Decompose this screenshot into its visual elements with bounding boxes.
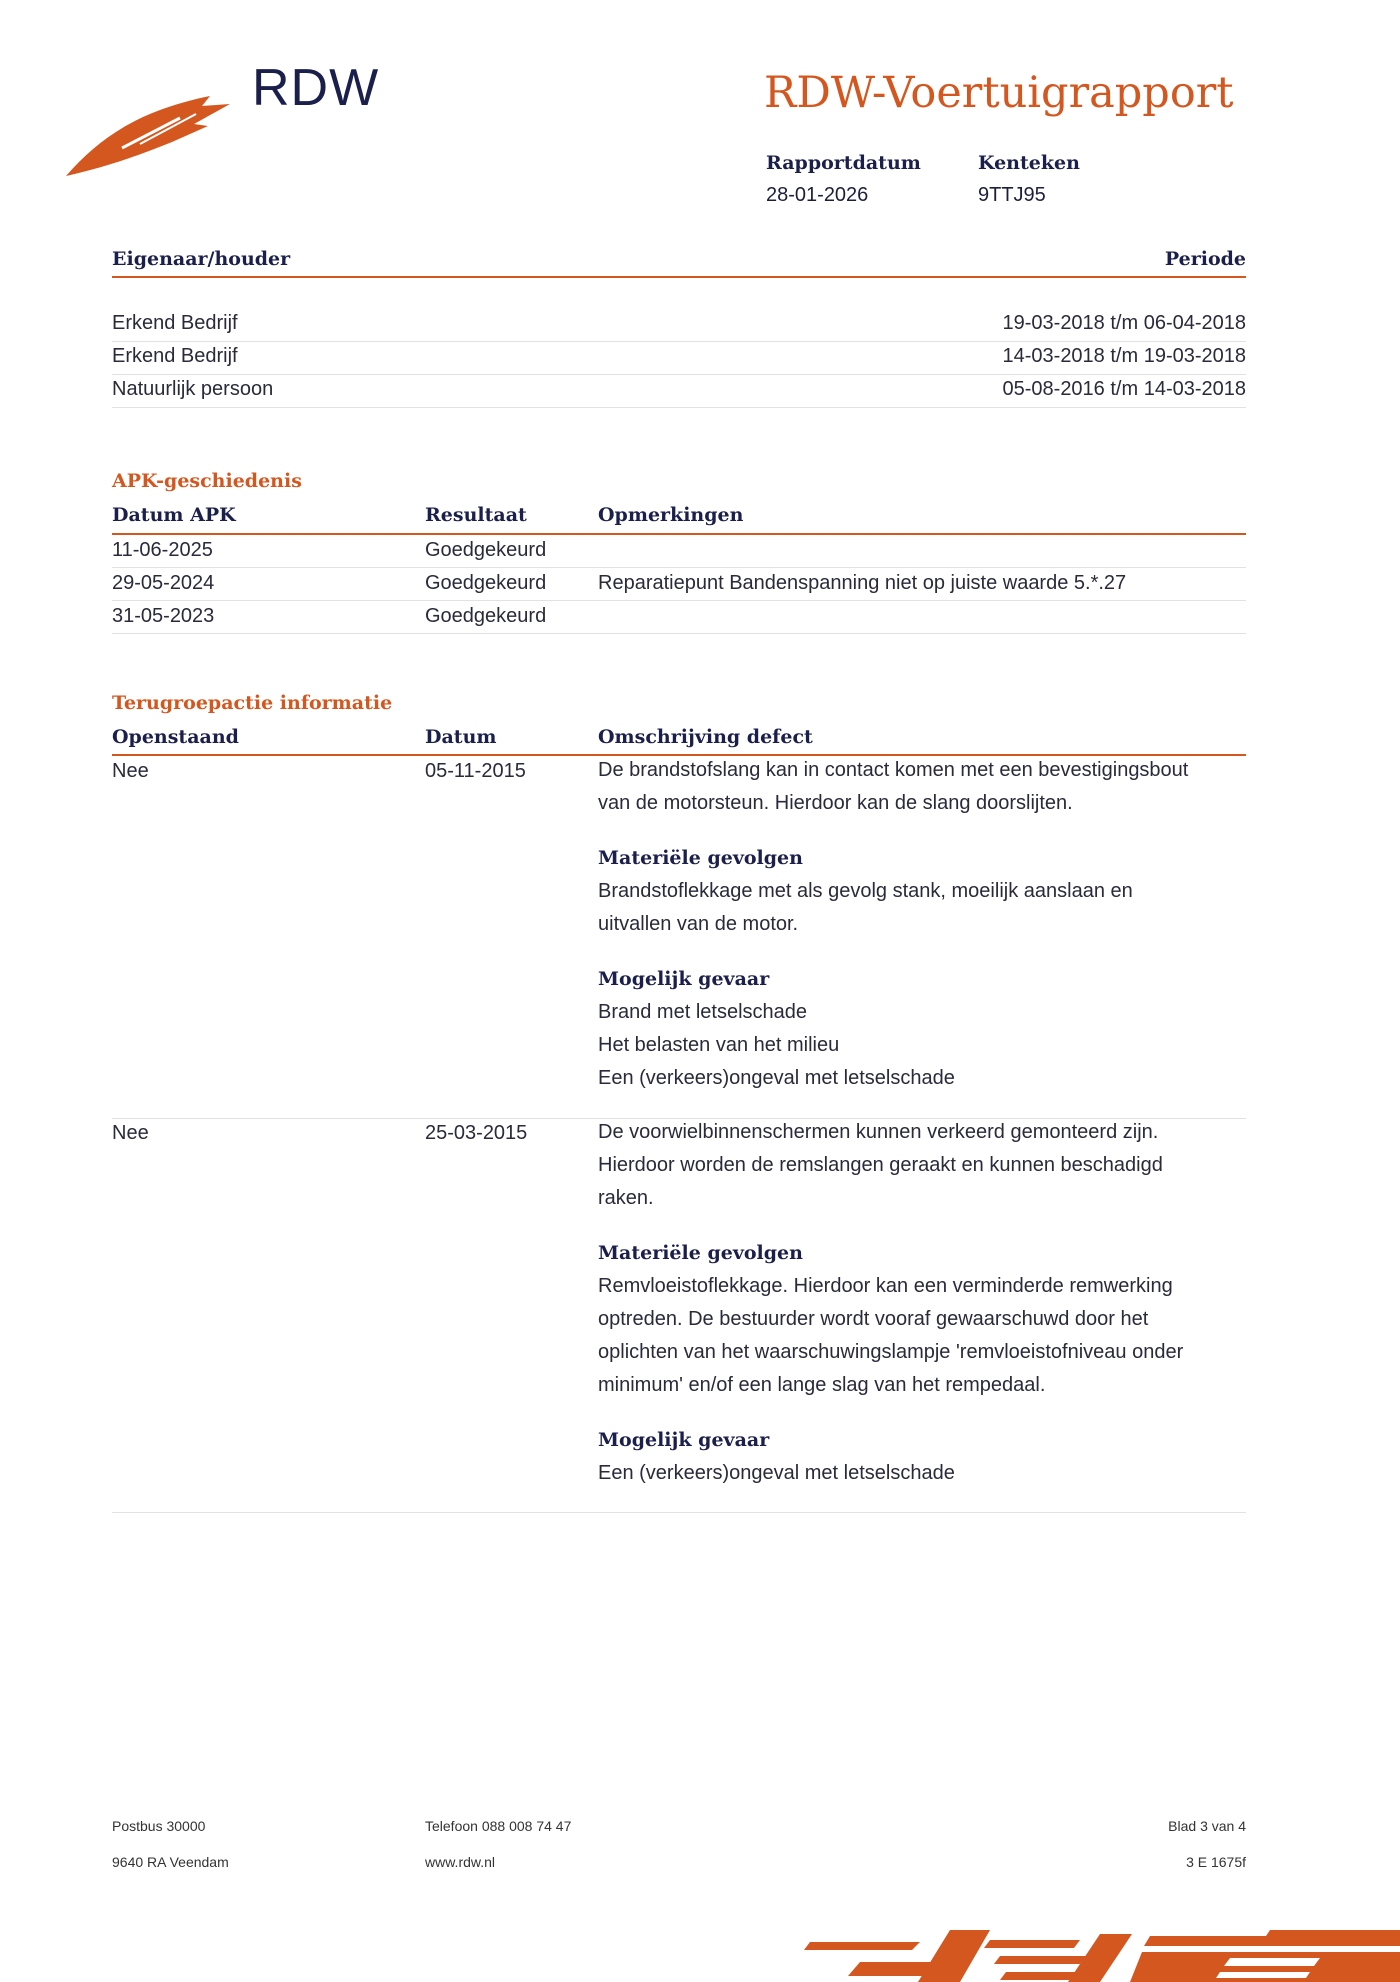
consequences-heading: Materiële gevolgen [598,847,803,869]
recall-section-title: Terugroepactie informatie [112,692,393,714]
danger-line: Brand met letselschade [598,1001,808,1023]
apk-row-result: Goedgekeurd [425,572,547,594]
footer-page-number: Blad 3 van 4 [1168,1818,1246,1834]
report-date-value: 28-01-2026 [766,184,869,206]
apk-header-rule [112,533,1246,535]
danger-line: Een (verkeers)ongeval met letselschade [598,1462,955,1484]
owners-col-period: Periode [1164,248,1246,270]
consequence-line: optreden. De bestuurder wordt vooraf gewaarschuwd door het [598,1308,1149,1330]
row-divider [112,567,1246,568]
footer-document-code: 3 E 1675f [1186,1854,1246,1870]
plate-value: 9TTJ95 [978,184,1046,206]
rdw-logo-icon [62,88,237,180]
recall-col-open: Openstaand [112,726,239,748]
plate-label: Kenteken [978,152,1080,174]
consequence-line: minimum' en/of een lange slag van het rempedaal. [598,1374,1046,1396]
apk-col-remarks: Opmerkingen [598,504,744,526]
row-divider [112,341,1246,342]
page-title: RDW-Voertuigrapport [764,68,1234,118]
desc-line: Hierdoor worden de remslangen geraakt en kunnen beschadigd [598,1154,1163,1176]
desc-line: van de motorsteun. Hierdoor kan de slang doorslijten. [598,792,1073,814]
footer-address-1: Postbus 30000 [112,1818,206,1834]
apk-section-title: APK-geschiedenis [112,470,302,492]
apk-row-result: Goedgekeurd [425,605,547,627]
decorative-stripes-icon [800,1922,1400,1982]
row-divider [112,600,1246,601]
footer-web-link[interactable]: www.rdw.nl [425,1854,496,1870]
apk-row-date: 31-05-2023 [112,605,215,627]
owners-row-owner: Natuurlijk persoon [112,378,274,400]
apk-col-date: Datum APK [112,504,236,526]
desc-line: De voorwielbinnenschermen kunnen verkeerd gemonteerd zijn. [598,1121,1159,1143]
apk-col-result: Resultaat [425,504,527,526]
consequence-line: Brandstoflekkage met als gevolg stank, moeilijk aanslaan en [598,880,1133,902]
recall-col-date: Datum [425,726,497,748]
recall-row-open: Nee [112,1122,149,1144]
owners-header-rule [112,276,1246,278]
report-date-label: Rapportdatum [766,152,921,174]
danger-line: Het belasten van het milieu [598,1034,840,1056]
logo-text: RDW [252,59,380,117]
owners-col-owner: Eigenaar/houder [112,248,291,270]
owners-row-owner: Erkend Bedrijf [112,345,238,367]
recall-row-description [598,754,1248,1095]
footer-address-2: 9640 RA Veendam [112,1854,229,1870]
desc-line: De brandstofslang kan in contact komen met een bevestigingsbout [598,759,1189,781]
owners-row-owner: Erkend Bedrijf [112,312,238,334]
apk-row-result: Goedgekeurd [425,539,547,561]
recall-row-open: Nee [112,760,149,782]
apk-row-date: 29-05-2024 [112,572,215,594]
desc-line: raken. [598,1187,654,1209]
consequence-line: Remvloeistoflekkage. Hierdoor kan een verminderde remwerking [598,1275,1173,1297]
consequence-line: uitvallen van de motor. [598,913,799,935]
apk-row-remarks: Reparatiepunt Bandenspanning niet op juiste waarde 5.*.27 [598,572,1127,594]
row-divider [112,1512,1246,1513]
owners-row-period: 14-03-2018 t/m 19-03-2018 [1002,345,1246,367]
owners-row-period: 19-03-2018 t/m 06-04-2018 [1002,312,1246,334]
danger-heading: Mogelijk gevaar [598,968,770,990]
owners-row-period: 05-08-2016 t/m 14-03-2018 [1002,378,1246,400]
row-divider [112,407,1246,408]
recall-row-date: 25-03-2015 [425,1122,528,1144]
row-divider [112,374,1246,375]
apk-row-date: 11-06-2025 [112,539,213,561]
recall-col-desc: Omschrijving defect [598,726,813,748]
recall-row-date: 05-11-2015 [425,760,526,782]
consequence-line: oplichten van het waarschuwingslampje 'remvloeistofniveau onder [598,1341,1184,1363]
footer-phone: Telefoon 088 008 74 47 [425,1818,572,1834]
danger-heading: Mogelijk gevaar [598,1429,770,1451]
consequences-heading: Materiële gevolgen [598,1242,803,1264]
danger-line: Een (verkeers)ongeval met letselschade [598,1067,955,1089]
recall-row-description [598,1116,1248,1490]
row-divider [112,633,1246,634]
